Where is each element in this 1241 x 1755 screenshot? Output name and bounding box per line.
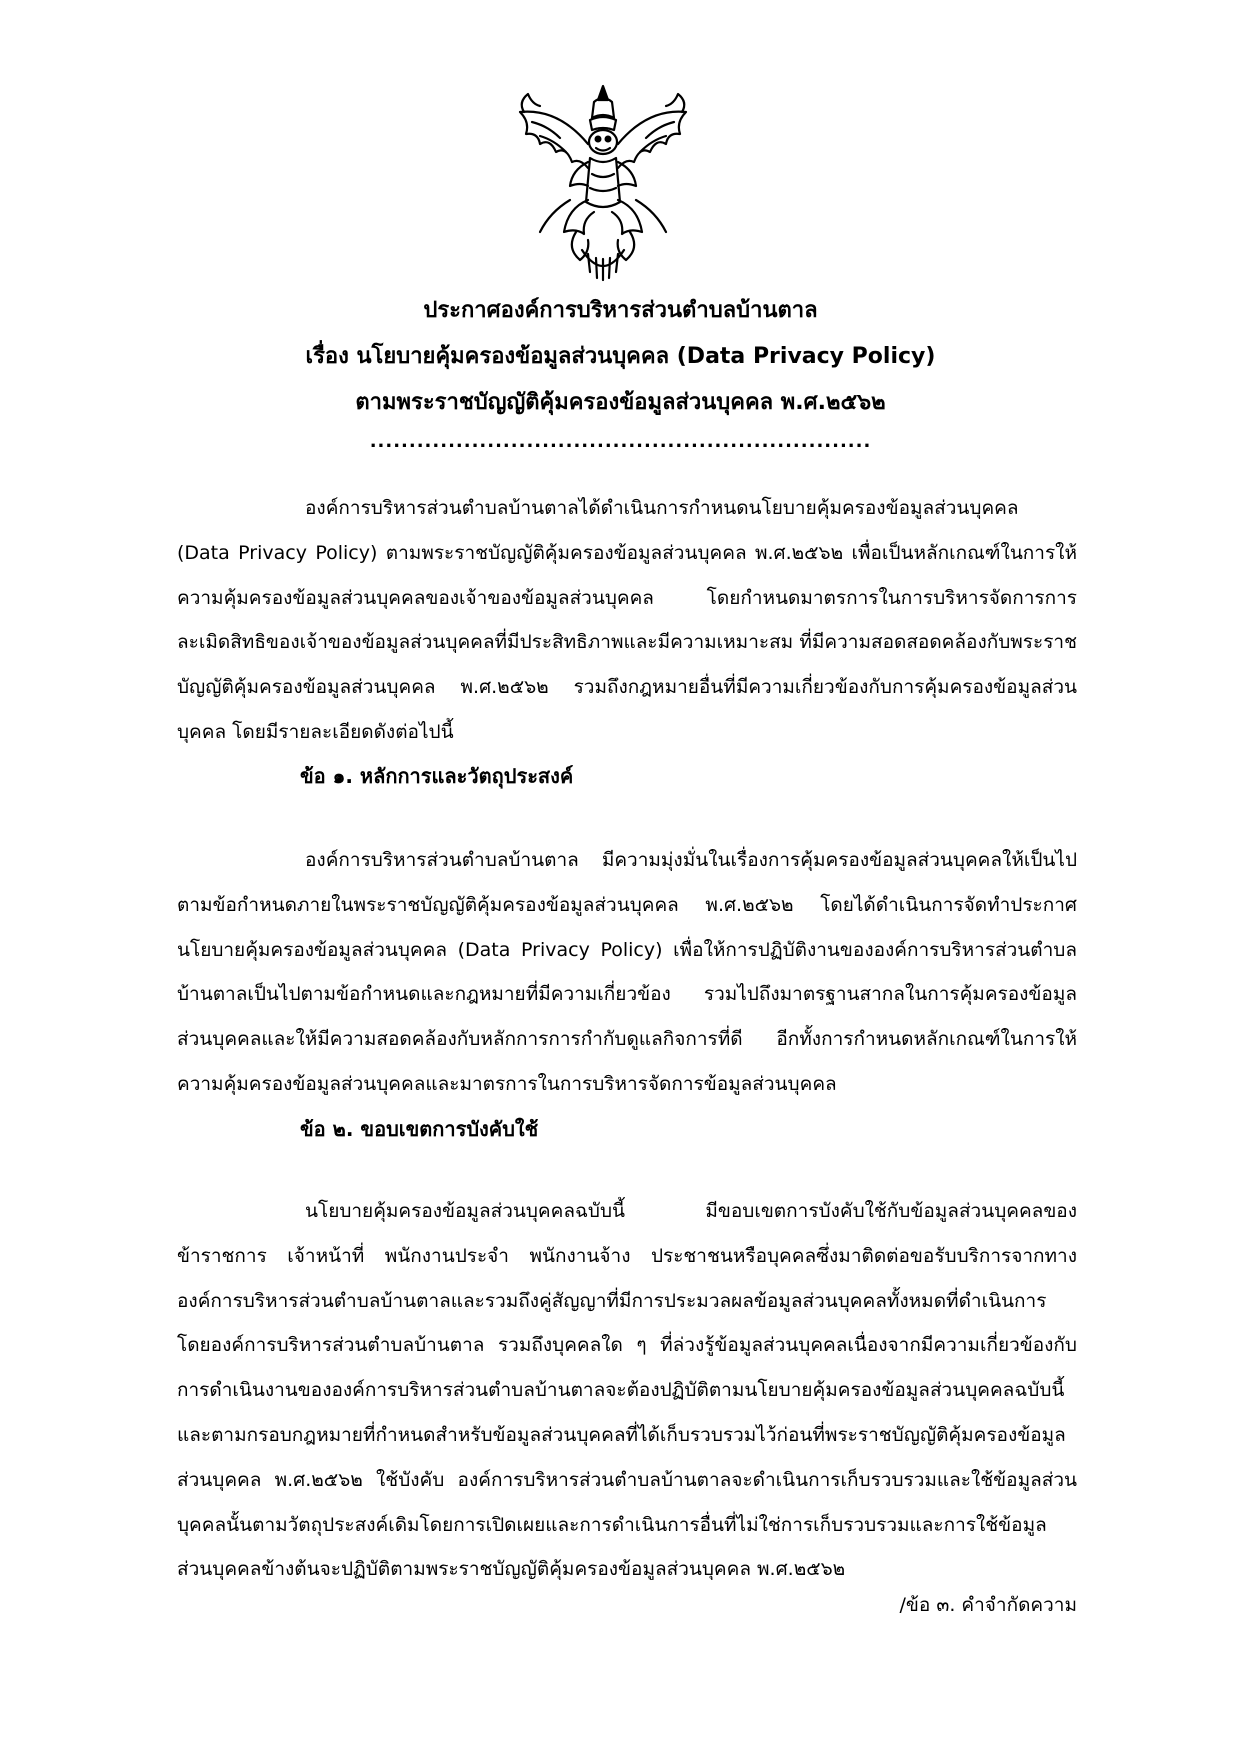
section-1-heading: ข้อ ๑. หลักการและวัตถุประสงค์ bbox=[300, 764, 574, 788]
document-legal-basis: ตามพระราชบัญญัติคุ้มครองข้อมูลส่วนบุคคล พ.ศ.๒๕๖๒ bbox=[355, 390, 886, 415]
garuda-emblem-icon bbox=[510, 82, 696, 282]
document-subject: เรื่อง นโยบายคุ้มครองข้อมูลส่วนบุคคล (Data Privacy Policy) bbox=[305, 344, 936, 369]
page-continuation: /ข้อ ๓. คำจำกัดความ bbox=[899, 1594, 1077, 1616]
section-2-body: นโยบายคุ้มครองข้อมูลส่วนบุคคลฉบับนี้ มีขอบเขตการบังคับใช้กับข้อมูลส่วนบุคคลของข้าราชการ เจ้าหน้าที่ พนักงานประจำ พนักงานจ้าง ประชาชนหรือบุคคลซึ่งมาติดต่อขอรับบริการจากทางองค์การบริหารส่วนตำบลบ้านตาลและรวมถึงคู่สัญญาที่มีการประมวลผลข้อมูลส่วนบุคคลทั้งหมดที่ดำเนินการโดยองค์การบริหารส่วนตำบลบ้านตาล รวมถึงบุคคลใด ๆ ที่ล่วงรู้ข้อมูลส่วนบุคคลเนื่องจากมีความเกี่ยวข้องกับการดำเนินงานขององค์การบริหารส่วนตำบลบ้านตาลจะต้องปฏิบัติตามนโยบายคุ้มครองข้อมูลส่วนบุคคลฉบับนี้และตามกรอบกฎหมายที่กำหนดสำหรับข้อมูลส่วนบุคคลที่ได้เก็บรวบรวมไว้ก่อนที่พระราชบัญญัติคุ้มครองข้อมูลส่วนบุคคล พ.ศ.๒๕๖๒ ใช้บังคับ องค์การบริหารส่วนตำบลบ้านตาลจะดำเนินการเก็บรวบรวมและใช้ข้อมูลส่วนบุคคลนั้นตามวัตถุประสงค์เดิมโดยการเปิดเผยและการดำเนินการอื่นที่ไม่ใช่การเก็บรวบรวมและการใช้ข้อมูลส่วนบุคคลข้างต้นจะปฏิบัติตามพระราชบัญญัติคุ้มครองข้อมูลส่วนบุคคล พ.ศ.๒๕๖๒ bbox=[177, 1200, 1077, 1581]
document-title: ประกาศองค์การบริหารส่วนตำบลบ้านตาล bbox=[423, 298, 818, 323]
title-separator: ................................................................ bbox=[369, 431, 872, 452]
intro-paragraph: องค์การบริหารส่วนตำบลบ้านตาลได้ดำเนินการกำหนดนโยบายคุ้มครองข้อมูลส่วนบุคคล (Data Privacy Policy) ตามพระราชบัญญัติคุ้มครองข้อมูลส่วนบุคคล พ.ศ.๒๕๖๒ เพื่อเป็นหลักเกณฑ์ในการให้ความคุ้มครองข้อมูลส่วนบุคคลของเจ้าของข้อมูลส่วนบุคคล โดยกำหนดมาตรการในการบริหารจัดการการละเมิดสิทธิของเจ้าของข้อมูลส่วนบุคคลที่มีประสิทธิภาพและมีความเหมาะสม ที่มีความสอดสอดคล้องกับพระราชบัญญัติคุ้มครองข้อมูลส่วนบุคคล พ.ศ.๒๕๖๒ รวมถึงกฎหมายอื่นที่มีความเกี่ยวข้องกับการคุ้มครองข้อมูลส่วนบุคคล โดยมีรายละเอียดดังต่อไปนี้ bbox=[177, 497, 1077, 743]
section-2-heading: ข้อ ๒. ขอบเขตการบังคับใช้ bbox=[300, 1117, 539, 1141]
section-1-body: องค์การบริหารส่วนตำบลบ้านตาล มีความมุ่งมั่นในเรื่องการคุ้มครองข้อมูลส่วนบุคคลให้เป็นไปตามข้อกำหนดภายในพระราชบัญญัติคุ้มครองข้อมูลส่วนบุคคล พ.ศ.๒๕๖๒ โดยได้ดำเนินการจัดทำประกาศนโยบายคุ้มครองข้อมูลส่วนบุคคล (Data Privacy Policy) เพื่อให้การปฏิบัติงานขององค์การบริหารส่วนตำบลบ้านตาลเป็นไปตามข้อกำหนดและกฎหมายที่มีความเกี่ยวข้อง รวมไปถึงมาตรฐานสากลในการคุ้มครองข้อมูลส่วนบุคคลและให้มีความสอดคล้องกับหลักการการกำกับดูแลกิจการที่ดี อีกทั้งการกำหนดหลักเกณฑ์ในการให้ความคุ้มครองข้อมูลส่วนบุคคลและมาตรการในการบริหารจัดการข้อมูลส่วนบุคคล bbox=[177, 849, 1077, 1095]
